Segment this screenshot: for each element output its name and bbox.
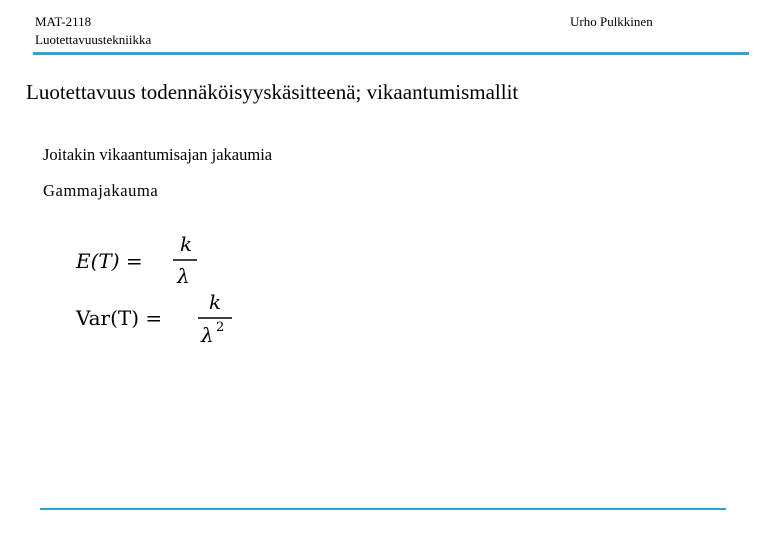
mean-formula-numerator: k — [180, 232, 193, 256]
gamma-formulas — [70, 225, 250, 355]
variance-formula — [75, 290, 232, 347]
header-course — [35, 13, 151, 49]
course-code: MAT-2118 — [35, 14, 92, 29]
header-divider — [33, 52, 749, 55]
mean-formula — [75, 232, 197, 288]
mean-formula-denominator: λ — [177, 264, 190, 288]
variance-formula-denominator: λ — [201, 323, 214, 347]
slide-title: Luotettavuus todennäköisyyskäsitteenä; vikaantumismallit — [26, 80, 519, 104]
variance-formula-numerator: k — [209, 290, 222, 314]
variance-formula-exponent: 2 — [216, 320, 225, 335]
slide-subtitle: Joitakin vikaantumisajan jakaumia — [43, 145, 273, 164]
footer-divider — [40, 508, 726, 510]
course-name: Luotettavuustekniikka — [35, 32, 152, 47]
section-heading: Gammajakauma — [43, 181, 159, 200]
variance-formula-lhs: Var(T) = — [76, 306, 163, 330]
mean-formula-lhs: E(T) = — [76, 249, 143, 273]
author-name: Urho Pulkkinen — [570, 14, 653, 29]
